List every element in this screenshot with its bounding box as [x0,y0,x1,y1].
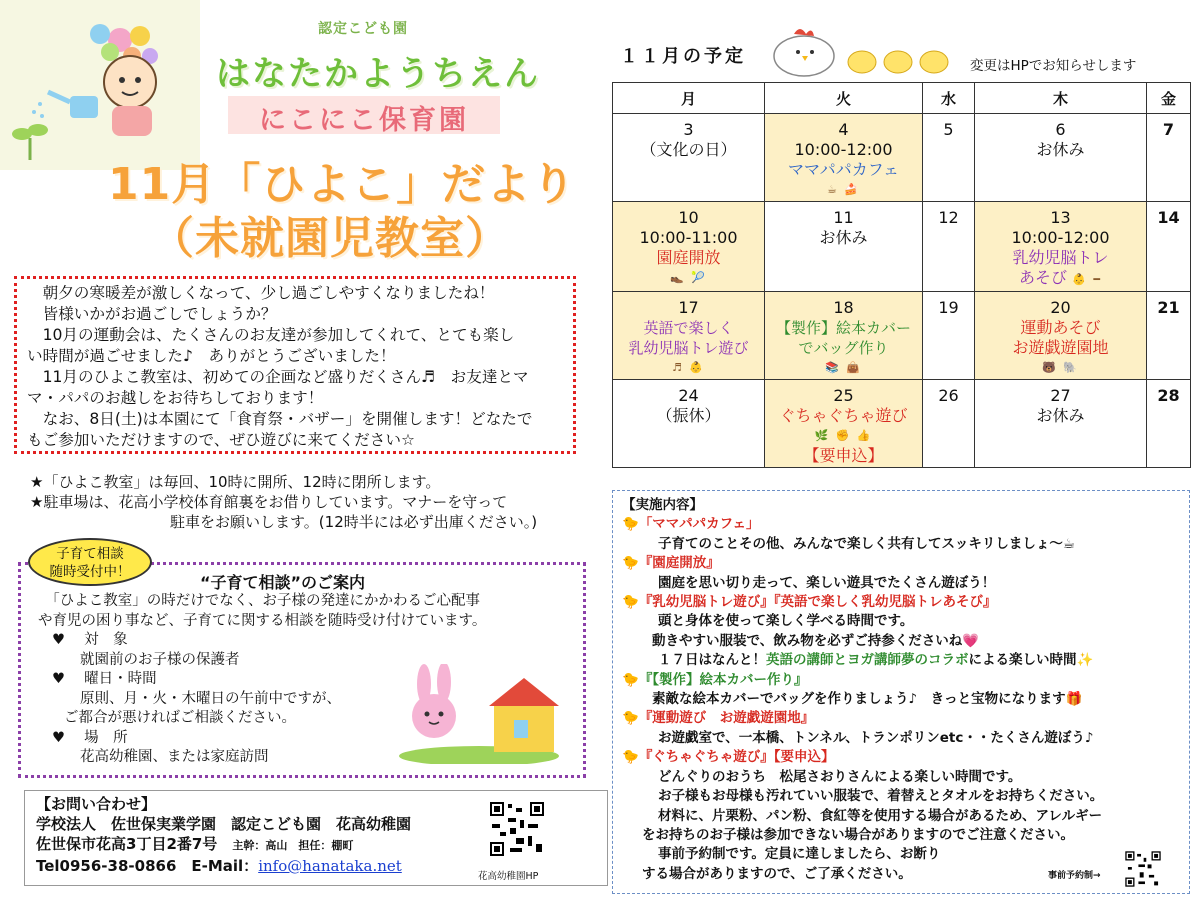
event-title-2: お遊戯遊園地 [1012,338,1109,357]
chick-icon: 🐤 [622,516,639,533]
consult-intro: や育児の困り事など、子育てに関する相談を随時受け付けています。 [38,612,487,629]
calendar-day [765,380,923,468]
day-number: 27 [1050,386,1071,405]
calendar-day [613,114,765,202]
day-number: 26 [938,386,959,405]
schedule-note: 変更はHPでお知らせします [970,58,1137,74]
note-parking-cont: 駐車をお願いします。(12時半には必ず出庫ください。) [170,513,538,531]
event-time: 10:00-12:00 [794,140,893,159]
activity-heading: 『ぐちゃぐちゃ遊び』【要申込】 [638,749,835,766]
note-hours: ★「ひよこ教室」は毎回、10時に開所、12時に閉所します。 [30,473,441,491]
day-number: 10 [678,208,699,227]
day-number: 18 [833,298,854,317]
calendar-week [613,202,1191,292]
activity-heading: 『乳幼児脳トレ遊び』『英語で楽しく乳幼児脳トレあそび』 [638,594,997,611]
contact-tel: Tel0956-38-0866 E-Mail： [36,857,259,875]
activity-desc: 動きやすい服装で、飲み物を必ずご持参くださいね💗 [652,632,980,649]
consultation-title: “子育て相談”のご案内 [200,573,366,592]
activity-desc: どんぐりのおうち 松尾さおりさんによる楽しい時間です。 [658,768,1022,785]
nursery-name: にこにこ保育園 [259,105,469,136]
day-number: 5 [943,120,954,139]
day-number: 6 [1055,120,1066,139]
place-value: 花高幼稚園、または家庭訪問 [80,749,269,765]
day-note: お休み [1036,406,1085,425]
activity-desc: 子育てのことその他、みんなで楽しく共有してスッキリしましょ～☕ [658,535,1075,552]
calendar-day [765,202,923,292]
qr-code-hp[interactable] [488,800,546,862]
day-number: 17 [678,298,699,317]
time-value: 原則、月・火・木曜日の午前中ですが、 [80,690,341,707]
qr-caption-hp: 花高幼稚園HP [478,871,539,882]
contact-staff: 主幹：高山 担任：棚町 [232,839,354,852]
day-note: （振休） [656,406,721,425]
day-header: 水 [923,83,975,114]
event-time: 10:00-11:00 [639,228,738,247]
activity-desc: 園庭を思い切り走って、楽しい遊具でたくさん遊ぼう！ [658,574,996,591]
day-number: 24 [678,386,699,405]
qr-caption-reservation: 事前予約制→ [1048,871,1101,881]
activity-desc: お子様もお母様も汚れていい服装で、着替えとタオルをお持ちください。 [658,788,1104,805]
day-header: 月 [613,83,765,114]
calendar-day [1147,202,1191,292]
schedule-title: １１月の予定 [620,46,746,67]
event-title: 運動あそび [1020,318,1101,337]
calendar-day [765,292,923,380]
chick-icon: 🐤 [622,749,639,766]
calendar-day [975,292,1147,380]
activity-desc: をお持ちのお子様は参加できない場合がありますのでご注意ください。 [642,826,1074,843]
day-number: 25 [833,386,854,405]
activity-desc: 事前予約制です。定員に達しましたら、お断り [658,846,941,863]
calendar-day [613,202,765,292]
target-label: ♥ 対 象 [52,632,128,648]
kids-center-label: 認定こども園 [318,21,408,37]
greeting-line: マ・パパのお越しをお待ちしております！ [27,389,324,407]
contact-address: 佐世保市花高3丁目2番7号 [36,835,218,853]
event-time: 10:00-12:00 [1011,228,1110,247]
event-title: 英語で楽しく [643,319,734,337]
contact-school: 学校法人 佐世保実業学園 認定こども園 花高幼稚園 [36,815,412,833]
place-label: ♥ 場 所 [52,729,128,746]
calendar-day [613,380,765,468]
day-number: 14 [1157,208,1180,227]
qr-code-reservation[interactable] [1124,850,1162,892]
day-note: （文化の日） [640,140,737,159]
event-title-2: でバッグ作り [798,339,889,357]
activity-heading: 『【製作】絵本カバー作り』 [638,671,808,688]
calendar-day [765,114,923,202]
event-title: 【製作】絵本カバー [775,319,911,337]
day-number: 28 [1157,386,1180,405]
activity-desc: 素敵な絵本カバーでバッグを作りましょう♪ きっと宝物になります🎁 [652,691,1083,708]
contact-heading: 【お問い合わせ】 [36,795,157,813]
event-signup: 【要申込】 [803,446,884,465]
activity-heading: 『園庭開放』 [638,555,720,572]
activity-desc: お遊戯室で、一本橋、トンネル、トランポリンetc・・たくさん遊ぼう♪ [658,729,1094,746]
calendar-day [975,380,1147,468]
activity-desc: する場合がありますので、ご了承ください。 [642,865,912,882]
day-number: 20 [1050,298,1071,317]
event-emoji: 👞 🎾 [670,271,707,284]
bunny-illustration [394,664,564,768]
event-emoji: 🌿 ✊ 👍 [814,429,873,442]
day-note: お休み [819,228,868,247]
chick-icon: 🐤 [622,710,639,727]
day-number: 19 [938,298,959,317]
greeting-line: なお、8日(土)は本園にて「食育祭・バザー」を開催します！どなたで [27,410,533,428]
day-note: お休み [1036,140,1085,159]
greeting-line: い時間が過ごせました♪ ありがとうございました！ [27,347,396,365]
consult-intro: 「ひよこ教室」の時だけでなく、お子様の発達にかかわるご心配事 [38,593,480,609]
day-number: 21 [1157,298,1180,317]
event-title-2: 乳幼児脳トレ遊び [628,339,749,357]
day-number: 3 [683,120,694,139]
greeting-line: 10月の運動会は、たくさんのお友達が参加してくれて、とても楽し [27,326,515,344]
activities-heading: 【実施内容】 [622,497,703,513]
mascot-illustration [0,0,200,170]
activity-highlight: 英語の講師とヨガ講師夢のコラボ [766,652,969,669]
contact-email-link[interactable]: info@hanataka.net [258,857,402,875]
day-number: 7 [1162,120,1175,139]
activities-text [622,496,1182,884]
event-emoji: 🐻 🐘 [1042,361,1079,374]
calendar-day [1147,380,1191,468]
calendar-week [613,114,1191,202]
greeting-line: 皆様いかがお過ごしでしょうか？ [27,305,277,323]
event-emoji: ☕ 🍰 [826,183,861,196]
calendar-table [612,82,1191,468]
calendar-day [1147,114,1191,202]
chick-icon: 🐤 [622,594,639,611]
event-emoji: 📚 👜 [825,361,862,374]
chick-icon: 🐤 [622,555,639,572]
calendar-day [975,114,1147,202]
event-emoji: ♬ 👶 [671,361,706,374]
page-title: 11月「ひよこ」だより [108,159,577,210]
contact-info [36,794,496,876]
calendar-week [613,292,1191,380]
calendar-day [1147,292,1191,380]
greeting-line: 朝夕の寒暖差が激しくなって、少し過ごしやすくなりましたね！ [27,284,495,302]
calendar-week [613,380,1191,468]
day-header: 火 [765,83,923,114]
badge-line: 随時受付中！ [49,564,131,580]
activity-heading: 「ママパパカフェ」 [638,516,760,533]
greeting-box [14,276,576,454]
calendar-day [923,114,975,202]
calendar-day [975,202,1147,292]
calendar-day [613,292,765,380]
note-parking: ★駐車場は、花高小学校体育館裏をお借りしています。マナーを守って [30,493,508,511]
activity-desc: による楽しい時間✨ [968,652,1094,669]
chick-illustration [768,22,968,82]
calendar-day [923,380,975,468]
activity-desc: 頭と身体を使って楽しく学べる時間です。 [658,613,914,630]
greeting-line: 11月のひよこ教室は、初めての企画など盛りだくさん♬ お友達とマ [27,368,529,386]
event-title-2: あそび [1019,268,1068,287]
day-number: 13 [1050,208,1071,227]
event-title: ママパパカフェ [787,160,900,179]
chick-icon: 🐤 [622,671,639,688]
school-name: はなたかようちえん [216,54,540,94]
page-subtitle: （未就園児教室） [150,213,510,264]
day-header: 金 [1147,83,1191,114]
consultation-badge [28,538,152,586]
event-title: 園庭開放 [656,248,721,267]
activity-heading: 『運動遊び お遊戯遊園地』 [638,710,815,727]
activity-desc: 材料に、片栗粉、パン粉、食紅等を使用する場合があるため、アレルギー [658,807,1103,824]
time-label: ♥ 曜日・時間 [52,671,157,687]
day-number: 12 [938,208,959,227]
day-header: 木 [975,83,1147,114]
greeting-line: もご参加いただけますので、ぜひ遊びに来てください☆ [27,431,415,449]
badge-line: 子育て相談 [56,546,124,562]
day-number: 11 [833,208,854,227]
day-number: 4 [838,120,849,139]
calendar-day [923,202,975,292]
notes [30,472,600,532]
event-title: ぐちゃぐちゃ遊び [779,406,908,425]
target-value: 就園前のお子様の保護者 [80,651,240,668]
event-emoji: 👶 ━ [1072,273,1102,286]
event-title: 乳幼児脳トレ [1012,248,1109,267]
time-value-2: ご都合が悪ければご相談ください。 [64,710,296,726]
activity-desc: １７日はなんと！ [658,652,766,669]
calendar-day [923,292,975,380]
calendar-header-row [613,83,1191,114]
